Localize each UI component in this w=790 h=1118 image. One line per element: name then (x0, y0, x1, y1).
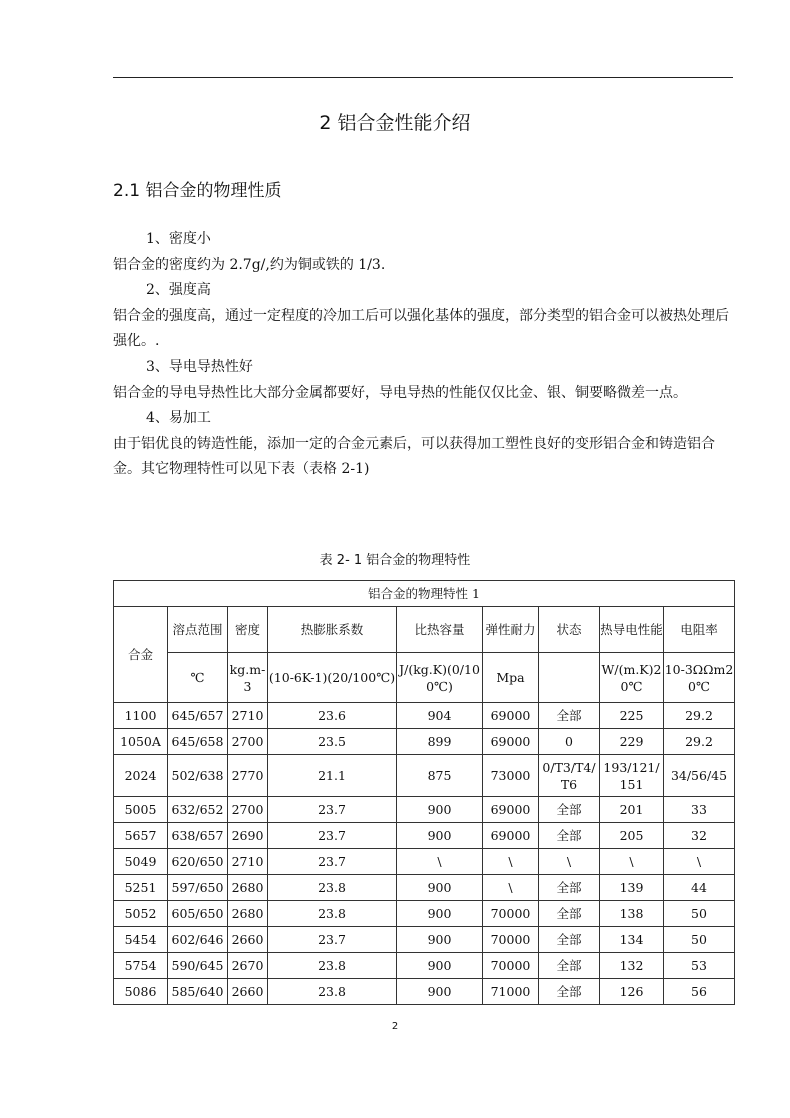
table-title: 铝合金的物理特性 1 (114, 581, 735, 607)
column-header: 热膨胀系数 (268, 607, 397, 653)
table-cell: 2660 (228, 979, 268, 1005)
table-cell: 34/56/45 (664, 755, 735, 797)
table-cell: 29.2 (664, 703, 735, 729)
table-cell: 71000 (483, 979, 539, 1005)
table-cell: 0 (539, 729, 600, 755)
table-cell: 900 (397, 953, 483, 979)
table-cell: 900 (397, 927, 483, 953)
table-cell: 638/657 (168, 823, 228, 849)
table-cell: 23.7 (268, 927, 397, 953)
alloy-cell: 5657 (114, 823, 168, 849)
table-cell: \ (600, 849, 664, 875)
header-rule (113, 77, 733, 78)
table-cell: 229 (600, 729, 664, 755)
table-cell: 225 (600, 703, 664, 729)
alloy-cell: 5005 (114, 797, 168, 823)
table-cell: 21.1 (268, 755, 397, 797)
alloy-cell: 1100 (114, 703, 168, 729)
unit-cell: 10-3ΩΩm20℃ (664, 653, 735, 703)
table-cell: 全部 (539, 953, 600, 979)
table-cell: 900 (397, 797, 483, 823)
column-header: 弹性耐力 (483, 607, 539, 653)
table-cell: 全部 (539, 797, 600, 823)
table-cell: 50 (664, 927, 735, 953)
table-cell: 44 (664, 875, 735, 901)
table-cell: 29.2 (664, 729, 735, 755)
table-cell: 50 (664, 901, 735, 927)
table-cell: 900 (397, 875, 483, 901)
paragraph: 铝合金的强度高，通过一定程度的冷加工后可以强化基体的强度，部分类型的铝合金可以被热处理后强化。. (113, 307, 729, 350)
table-cell: 全部 (539, 875, 600, 901)
list-heading: 4、易加工 (146, 410, 211, 427)
table-cell: 33 (664, 797, 735, 823)
table-cell: 73000 (483, 755, 539, 797)
alloy-header: 合金 (114, 607, 168, 703)
table-caption: 表 2- 1 铝合金的物理特性 (319, 553, 471, 568)
table-cell: 23.8 (268, 901, 397, 927)
table-cell: 201 (600, 797, 664, 823)
table-cell: 23.8 (268, 875, 397, 901)
table-cell: 605/650 (168, 901, 228, 927)
unit-cell: (10-6K-1)(20/100℃) (268, 653, 397, 703)
page-number: 2 (391, 1021, 399, 1032)
table-row (114, 849, 735, 875)
chapter-title: 2 铝合金性能介绍 (319, 112, 471, 134)
table-cell: 900 (397, 901, 483, 927)
column-header: 热导电性能 (600, 607, 664, 653)
table-cell: 2660 (228, 927, 268, 953)
table-cell: 139 (600, 875, 664, 901)
table-row (114, 901, 735, 927)
column-header: 电阻率 (664, 607, 735, 653)
table-cell: 134 (600, 927, 664, 953)
table-cell: 2670 (228, 953, 268, 979)
table-cell: 53 (664, 953, 735, 979)
alloy-cell: 5086 (114, 979, 168, 1005)
table-cell: 69000 (483, 729, 539, 755)
table-cell: \ (483, 875, 539, 901)
table-cell: 138 (600, 901, 664, 927)
alloy-cell: 5251 (114, 875, 168, 901)
section-title: 2.1 铝合金的物理性质 (113, 181, 282, 201)
table-cell: 2710 (228, 849, 268, 875)
table-cell: 69000 (483, 703, 539, 729)
table-cell: 2680 (228, 875, 268, 901)
table-cell: 69000 (483, 823, 539, 849)
list-heading: 2、强度高 (146, 282, 211, 299)
list-heading: 3、导电导热性好 (146, 358, 253, 375)
table-cell: 23.7 (268, 823, 397, 849)
properties-table (113, 580, 735, 1005)
paragraph: 铝合金的密度约为 2.7g/,约为铜或铁的 1/3. (113, 256, 386, 273)
table-cell: 900 (397, 823, 483, 849)
table-cell: 23.7 (268, 797, 397, 823)
table-cell: \ (483, 849, 539, 875)
alloy-cell: 1050A (114, 729, 168, 755)
table-cell: 590/645 (168, 953, 228, 979)
table-cell: 126 (600, 979, 664, 1005)
alloy-cell: 5454 (114, 927, 168, 953)
table-cell: 645/658 (168, 729, 228, 755)
table-cell: 502/638 (168, 755, 228, 797)
table-cell: 56 (664, 979, 735, 1005)
unit-cell: Mpa (483, 653, 539, 703)
table-cell: \ (397, 849, 483, 875)
table-cell: 23.8 (268, 953, 397, 979)
table-cell: 904 (397, 703, 483, 729)
table-cell: 585/640 (168, 979, 228, 1005)
table-cell: 23.5 (268, 729, 397, 755)
table-cell: 全部 (539, 979, 600, 1005)
alloy-cell: 2024 (114, 755, 168, 797)
paragraph: 由于铝优良的铸造性能，添加一定的合金元素后，可以获得加工塑性良好的变形铝合金和铸造铝合金。其它物理特性可以见下表（表格 2-1) (113, 435, 715, 478)
table-cell: 23.8 (268, 979, 397, 1005)
table-row (114, 797, 735, 823)
table-cell: 620/650 (168, 849, 228, 875)
table-cell: \ (539, 849, 600, 875)
table-cell: 899 (397, 729, 483, 755)
table-row (114, 953, 735, 979)
table-cell: 597/650 (168, 875, 228, 901)
table-cell: 632/652 (168, 797, 228, 823)
table-cell: 602/646 (168, 927, 228, 953)
table-cell: 2700 (228, 729, 268, 755)
table-row (114, 729, 735, 755)
column-header: 溶点范围 (168, 607, 228, 653)
table-cell: 全部 (539, 703, 600, 729)
table-cell: 0/T3/T4/T6 (539, 755, 600, 797)
table-cell: \ (664, 849, 735, 875)
table-cell: 70000 (483, 927, 539, 953)
table-row (114, 755, 735, 797)
table-cell: 645/657 (168, 703, 228, 729)
table-row (114, 703, 735, 729)
alloy-cell: 5052 (114, 901, 168, 927)
table-cell: 2770 (228, 755, 268, 797)
table-cell: 23.6 (268, 703, 397, 729)
table-cell: 875 (397, 755, 483, 797)
table-cell: 69000 (483, 797, 539, 823)
alloy-cell: 5049 (114, 849, 168, 875)
table-cell: 900 (397, 979, 483, 1005)
list-heading: 1、密度小 (146, 231, 211, 247)
table-cell: 2690 (228, 823, 268, 849)
table-row (114, 875, 735, 901)
unit-cell: ℃ (168, 653, 228, 703)
table-cell: 全部 (539, 901, 600, 927)
unit-cell: W/(m.K)20℃ (600, 653, 664, 703)
body-text (113, 227, 735, 483)
table-cell: 70000 (483, 953, 539, 979)
table-row (114, 927, 735, 953)
table-cell: 2710 (228, 703, 268, 729)
table-row (114, 823, 735, 849)
table-cell: 全部 (539, 823, 600, 849)
table-cell: 70000 (483, 901, 539, 927)
table-cell: 205 (600, 823, 664, 849)
table-cell: 23.7 (268, 849, 397, 875)
unit-cell (539, 653, 600, 703)
column-header: 密度 (228, 607, 268, 653)
column-header: 比热容量 (397, 607, 483, 653)
table-cell: 2680 (228, 901, 268, 927)
paragraph: 铝合金的导电导热性比大部分金属都要好，导电导热的性能仅仅比金、银、铜要略微差一点。 (113, 384, 687, 401)
table-cell: 193/121/151 (600, 755, 664, 797)
table-row (114, 979, 735, 1005)
unit-cell: kg.m-3 (228, 653, 268, 703)
table-cell: 2700 (228, 797, 268, 823)
column-header: 状态 (539, 607, 600, 653)
table-cell: 132 (600, 953, 664, 979)
table-cell: 全部 (539, 927, 600, 953)
unit-cell: J/(kg.K)(0/100℃) (397, 653, 483, 703)
alloy-cell: 5754 (114, 953, 168, 979)
table-cell: 32 (664, 823, 735, 849)
